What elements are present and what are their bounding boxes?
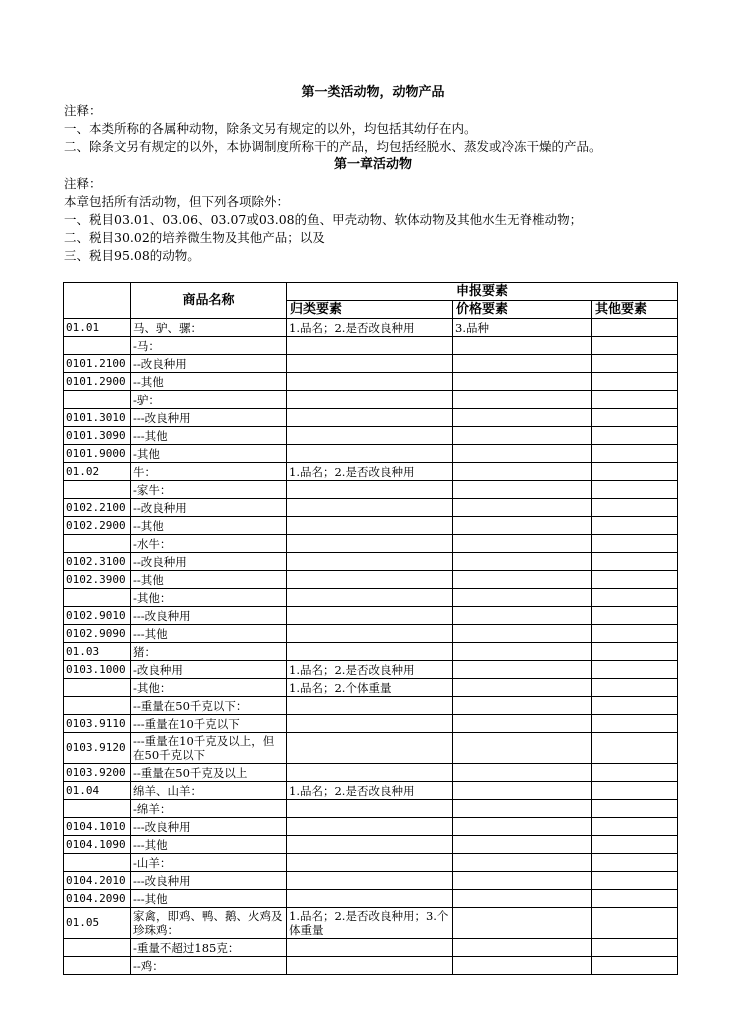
other-cell xyxy=(592,409,678,427)
table-row xyxy=(64,463,678,481)
classify-cell xyxy=(287,553,453,571)
name-cell: ---重量在10千克及以上，但在50千克以下 xyxy=(131,733,287,764)
price-cell xyxy=(453,607,592,625)
classify-cell: 1.品名；2.是否改良种用 xyxy=(287,463,453,481)
table-row xyxy=(64,625,678,643)
other-cell xyxy=(592,535,678,553)
code-cell: 0101.9000 xyxy=(64,445,131,463)
code-cell: 0104.1010 xyxy=(64,818,131,836)
other-cell xyxy=(592,872,678,890)
table-row xyxy=(64,872,678,890)
other-cell xyxy=(592,715,678,733)
other-cell xyxy=(592,679,678,697)
table-row xyxy=(64,957,678,975)
table-row xyxy=(64,854,678,872)
classify-cell xyxy=(287,481,453,499)
table-row xyxy=(64,535,678,553)
price-cell xyxy=(453,733,592,764)
table-row xyxy=(64,782,678,800)
name-cell: --改良种用 xyxy=(131,355,287,373)
name-cell: ---其他 xyxy=(131,890,287,908)
name-cell: --重量在50千克及以上 xyxy=(131,764,287,782)
table-row xyxy=(64,733,678,764)
table-row xyxy=(64,427,678,445)
code-cell xyxy=(64,337,131,355)
other-cell xyxy=(592,553,678,571)
price-cell xyxy=(453,661,592,679)
other-cell xyxy=(592,764,678,782)
price-cell xyxy=(453,697,592,715)
price-cell xyxy=(453,782,592,800)
price-cell xyxy=(453,499,592,517)
name-cell: ---改良种用 xyxy=(131,818,287,836)
classify-cell: 1.品名；2.是否改良种用 xyxy=(287,661,453,679)
classify-cell xyxy=(287,517,453,535)
code-cell: 0101.2100 xyxy=(64,355,131,373)
other-cell xyxy=(592,445,678,463)
price-cell xyxy=(453,625,592,643)
name-cell: ---重量在10千克以下 xyxy=(131,715,287,733)
table-row xyxy=(64,715,678,733)
code-cell xyxy=(64,854,131,872)
code-cell: 0101.3010 xyxy=(64,409,131,427)
classify-cell xyxy=(287,715,453,733)
classify-cell: 1.品名；2.是否改良种用 xyxy=(287,782,453,800)
classify-cell xyxy=(287,571,453,589)
table-row xyxy=(64,679,678,697)
price-cell xyxy=(453,391,592,409)
other-cell xyxy=(592,957,678,975)
header-classify: 归类要素 xyxy=(287,301,453,319)
price-cell xyxy=(453,800,592,818)
class-title: 第一类活动物，动物产品 xyxy=(301,85,445,100)
classify-cell: 1.品名；2.是否改良种用；3.个体重量 xyxy=(287,908,453,939)
code-cell xyxy=(64,481,131,499)
other-cell xyxy=(592,836,678,854)
code-cell xyxy=(64,800,131,818)
table-row xyxy=(64,800,678,818)
chapter-notes-intro: 本章包括所有活动物，但下列各项除外： xyxy=(64,194,290,209)
table-row xyxy=(64,939,678,957)
name-cell: -驴： xyxy=(131,391,287,409)
table-row xyxy=(64,643,678,661)
header-declare: 申报要素 xyxy=(287,283,678,301)
tariff-table xyxy=(63,282,678,975)
name-cell: --改良种用 xyxy=(131,499,287,517)
name-cell: --重量在50千克以下： xyxy=(131,697,287,715)
other-cell xyxy=(592,890,678,908)
header-price: 价格要素 xyxy=(453,301,592,319)
code-cell: 0101.2900 xyxy=(64,373,131,391)
code-cell: 0102.9090 xyxy=(64,625,131,643)
classify-cell xyxy=(287,643,453,661)
table-row xyxy=(64,337,678,355)
table-row xyxy=(64,607,678,625)
price-cell xyxy=(453,589,592,607)
classify-cell xyxy=(287,800,453,818)
code-cell xyxy=(64,589,131,607)
name-cell: --其他 xyxy=(131,373,287,391)
price-cell xyxy=(453,445,592,463)
classify-cell xyxy=(287,733,453,764)
price-cell xyxy=(453,908,592,939)
name-cell: -绵羊： xyxy=(131,800,287,818)
code-cell: 0102.2100 xyxy=(64,499,131,517)
other-cell xyxy=(592,481,678,499)
table-row xyxy=(64,818,678,836)
price-cell xyxy=(453,463,592,481)
classify-cell xyxy=(287,625,453,643)
price-cell xyxy=(453,535,592,553)
other-cell xyxy=(592,643,678,661)
price-cell xyxy=(453,939,592,957)
other-cell xyxy=(592,373,678,391)
code-cell xyxy=(64,679,131,697)
price-cell xyxy=(453,854,592,872)
table-header-row xyxy=(64,283,678,301)
other-cell xyxy=(592,499,678,517)
table-row xyxy=(64,499,678,517)
code-cell: 0103.9120 xyxy=(64,733,131,764)
table-row xyxy=(64,373,678,391)
classify-cell xyxy=(287,854,453,872)
code-cell xyxy=(64,957,131,975)
price-cell xyxy=(453,679,592,697)
price-cell xyxy=(453,427,592,445)
classify-cell xyxy=(287,499,453,517)
name-cell: -家牛： xyxy=(131,481,287,499)
table-row xyxy=(64,391,678,409)
price-cell xyxy=(453,890,592,908)
code-cell xyxy=(64,939,131,957)
name-cell: ---改良种用 xyxy=(131,872,287,890)
code-cell: 0102.3100 xyxy=(64,553,131,571)
price-cell xyxy=(453,373,592,391)
table-row xyxy=(64,355,678,373)
other-cell xyxy=(592,319,678,337)
other-cell xyxy=(592,589,678,607)
code-cell: 0102.2900 xyxy=(64,517,131,535)
classify-cell xyxy=(287,890,453,908)
code-cell: 0103.1000 xyxy=(64,661,131,679)
table-row xyxy=(64,661,678,679)
table-body xyxy=(64,319,678,975)
classify-cell xyxy=(287,337,453,355)
price-cell xyxy=(453,409,592,427)
name-cell: --鸡： xyxy=(131,957,287,975)
price-cell xyxy=(453,764,592,782)
price-cell xyxy=(453,553,592,571)
classify-cell xyxy=(287,872,453,890)
chapter-note-2: 二、税目30.02的培养微生物及其他产品；以及 xyxy=(64,230,325,245)
classify-cell xyxy=(287,939,453,957)
other-cell xyxy=(592,818,678,836)
class-note-2: 二、除条文另有规定的以外，本协调制度所称干的产品，均包括经脱水、蒸发或冷冻干燥的产品。 xyxy=(64,139,602,154)
other-cell xyxy=(592,800,678,818)
name-cell: ---其他 xyxy=(131,625,287,643)
class-notes-heading: 注释： xyxy=(64,103,102,118)
other-cell xyxy=(592,697,678,715)
classify-cell xyxy=(287,427,453,445)
name-cell: -其他： xyxy=(131,679,287,697)
price-cell xyxy=(453,715,592,733)
table-row xyxy=(64,517,678,535)
other-cell xyxy=(592,607,678,625)
price-cell xyxy=(453,872,592,890)
other-cell xyxy=(592,782,678,800)
price-cell xyxy=(453,337,592,355)
other-cell xyxy=(592,517,678,535)
other-cell xyxy=(592,427,678,445)
price-cell xyxy=(453,643,592,661)
price-cell xyxy=(453,481,592,499)
classify-cell xyxy=(287,409,453,427)
other-cell xyxy=(592,571,678,589)
name-cell: 牛： xyxy=(131,463,287,481)
other-cell xyxy=(592,463,678,481)
other-cell xyxy=(592,355,678,373)
name-cell: -其他 xyxy=(131,445,287,463)
code-cell: 0104.2090 xyxy=(64,890,131,908)
code-cell: 01.02 xyxy=(64,463,131,481)
price-cell xyxy=(453,957,592,975)
code-cell: 0103.9110 xyxy=(64,715,131,733)
chapter-notes-heading: 注释： xyxy=(64,176,102,191)
name-cell: ---改良种用 xyxy=(131,409,287,427)
name-cell: -水牛： xyxy=(131,535,287,553)
other-cell xyxy=(592,337,678,355)
code-cell: 01.04 xyxy=(64,782,131,800)
classify-cell xyxy=(287,836,453,854)
code-cell: 01.05 xyxy=(64,908,131,939)
classify-cell: 1.品名；2.个体重量 xyxy=(287,679,453,697)
header-name: 商品名称 xyxy=(131,283,287,319)
table-row xyxy=(64,553,678,571)
class-note-1: 一、本类所称的各属种动物，除条文另有规定的以外，均包括其幼仔在内。 xyxy=(64,121,477,136)
chapter-title: 第一章活动物 xyxy=(333,157,412,172)
name-cell: 猪： xyxy=(131,643,287,661)
code-cell xyxy=(64,697,131,715)
price-cell xyxy=(453,571,592,589)
classify-cell xyxy=(287,764,453,782)
chapter-note-3: 三、税目95.08的动物。 xyxy=(64,248,200,263)
classify-cell xyxy=(287,535,453,553)
table-row xyxy=(64,836,678,854)
other-cell xyxy=(592,625,678,643)
table-row xyxy=(64,571,678,589)
classify-cell xyxy=(287,445,453,463)
header-code-cell xyxy=(64,283,131,319)
code-cell xyxy=(64,535,131,553)
table-row xyxy=(64,319,678,337)
table-row xyxy=(64,589,678,607)
price-cell xyxy=(453,517,592,535)
classify-cell xyxy=(287,589,453,607)
table-row xyxy=(64,409,678,427)
code-cell: 0104.1090 xyxy=(64,836,131,854)
other-cell xyxy=(592,733,678,764)
table-row xyxy=(64,445,678,463)
name-cell: -改良种用 xyxy=(131,661,287,679)
name-cell: --其他 xyxy=(131,571,287,589)
other-cell xyxy=(592,939,678,957)
name-cell: 家禽，即鸡、鸭、鹅、火鸡及珍珠鸡： xyxy=(131,908,287,939)
name-cell: ---改良种用 xyxy=(131,607,287,625)
table-row xyxy=(64,481,678,499)
price-cell xyxy=(453,836,592,854)
name-cell: --改良种用 xyxy=(131,553,287,571)
name-cell: 马、驴、骡： xyxy=(131,319,287,337)
table-row xyxy=(64,764,678,782)
price-cell xyxy=(453,818,592,836)
code-cell: 0102.3900 xyxy=(64,571,131,589)
classify-cell xyxy=(287,818,453,836)
other-cell xyxy=(592,661,678,679)
name-cell: ---其他 xyxy=(131,427,287,445)
price-cell: 3.品种 xyxy=(453,319,592,337)
code-cell: 01.01 xyxy=(64,319,131,337)
name-cell: -马： xyxy=(131,337,287,355)
classify-cell xyxy=(287,355,453,373)
price-cell xyxy=(453,355,592,373)
other-cell xyxy=(592,391,678,409)
table-row xyxy=(64,908,678,939)
classify-cell xyxy=(287,373,453,391)
name-cell: ---其他 xyxy=(131,836,287,854)
classify-cell xyxy=(287,697,453,715)
classify-cell xyxy=(287,957,453,975)
name-cell: -山羊： xyxy=(131,854,287,872)
table-row xyxy=(64,697,678,715)
chapter-note-1: 一、税目03.01、03.06、03.07或03.08的鱼、甲壳动物、软体动物及其他水生无脊椎动物； xyxy=(64,212,583,227)
code-cell: 0104.2010 xyxy=(64,872,131,890)
classify-cell xyxy=(287,607,453,625)
table-row xyxy=(64,890,678,908)
code-cell: 0102.9010 xyxy=(64,607,131,625)
classify-cell: 1.品名；2.是否改良种用 xyxy=(287,319,453,337)
name-cell: --其他 xyxy=(131,517,287,535)
code-cell: 0101.3090 xyxy=(64,427,131,445)
other-cell xyxy=(592,908,678,939)
name-cell: 绵羊、山羊： xyxy=(131,782,287,800)
code-cell xyxy=(64,391,131,409)
name-cell: -重量不超过185克： xyxy=(131,939,287,957)
name-cell: -其他： xyxy=(131,589,287,607)
code-cell: 0103.9200 xyxy=(64,764,131,782)
code-cell: 01.03 xyxy=(64,643,131,661)
classify-cell xyxy=(287,391,453,409)
header-other: 其他要素 xyxy=(592,301,678,319)
other-cell xyxy=(592,854,678,872)
